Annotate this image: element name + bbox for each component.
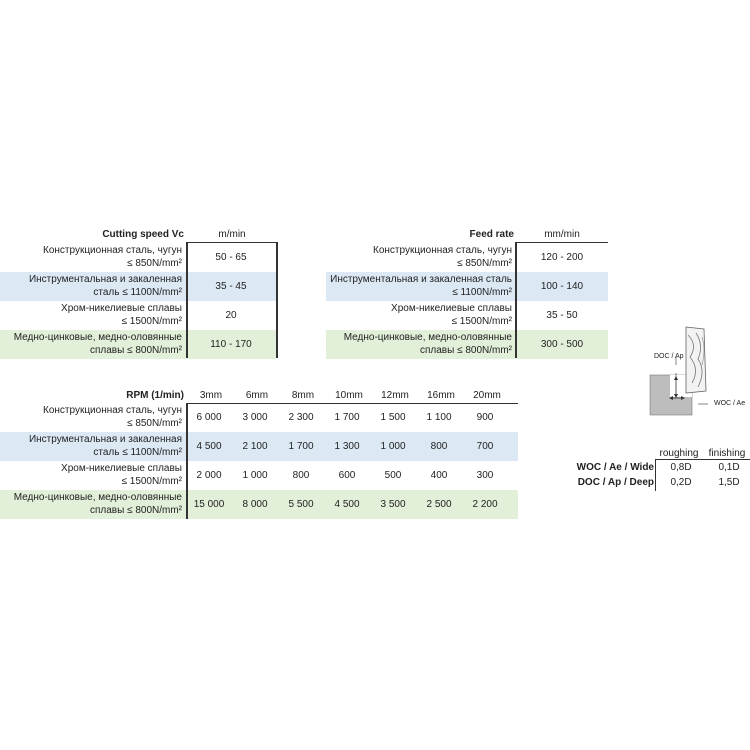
material-limit: ≤ 1500N/mm²	[451, 315, 512, 327]
rpm-value: 3 500	[380, 499, 406, 510]
diameter-10mm: 10mm	[335, 390, 363, 401]
cutting-speed-value: 50 - 65	[215, 252, 247, 263]
rpm-value: 8 000	[242, 499, 268, 510]
rpm-value: 2 100	[242, 441, 268, 452]
rpm-diameter-header	[188, 390, 518, 402]
end-mill-cutting-icon	[640, 325, 750, 425]
rpm-value: 1 700	[288, 441, 314, 452]
rpm-value: 1 700	[334, 412, 360, 423]
feed-rate-row	[326, 330, 608, 359]
diameter-8mm: 8mm	[291, 390, 315, 401]
feed-rate-unit: mm/min	[544, 229, 580, 240]
rpm-value: 2 500	[426, 499, 452, 510]
woc-row-label: WOC / Ae / Wide	[576, 462, 654, 473]
material-label: Хром-никелиевые сплавы	[61, 303, 182, 314]
material-limit: ≤ 1100N/mm²	[452, 286, 512, 298]
diameter-16mm: 16mm	[427, 390, 455, 401]
feed-rate-row	[326, 301, 608, 330]
cutting-speed-value: 35 - 45	[215, 281, 247, 292]
rpm-value: 800	[292, 470, 310, 481]
material-label: Конструкционная сталь, чугун	[43, 245, 182, 256]
end-mill-diagram	[640, 325, 750, 425]
material-label: Медно-цинковые, медно-оловянные	[343, 332, 512, 343]
material-limit: ≤ 850N/mm²	[127, 417, 182, 429]
doc-label: DOC / Ap	[654, 353, 684, 360]
rpm-value: 4 500	[196, 441, 222, 452]
rpm-value: 400	[430, 470, 448, 481]
rpm-value: 800	[430, 441, 448, 452]
cutting-speed-row	[0, 301, 276, 330]
rpm-value: 15 000	[193, 499, 225, 510]
rpm-value: 3 000	[242, 412, 268, 423]
material-limit: ≤ 850N/mm²	[457, 257, 512, 269]
cutting-speed-row	[0, 330, 276, 359]
material-limit: сталь ≤ 1100N/mm²	[93, 446, 182, 458]
material-limit: сплавы ≤ 800N/mm²	[419, 344, 512, 356]
rpm-value: 2 200	[472, 499, 498, 510]
rpm-value: 1 000	[242, 470, 268, 481]
rpm-value: 2 300	[288, 412, 314, 423]
rpm-title: RPM (1/min)	[126, 390, 184, 401]
material-label: Хром-никелиевые сплавы	[61, 463, 182, 474]
cutting-speed-row	[0, 243, 280, 272]
rpm-row	[0, 461, 518, 490]
rpm-value: 300	[476, 470, 494, 481]
doc-finishing: 1,5D	[718, 477, 740, 488]
rpm-value: 1 300	[334, 441, 360, 452]
cutting-speed-row	[0, 272, 276, 301]
woc-roughing: 0,8D	[670, 462, 692, 473]
material-limit: сплавы ≤ 800N/mm²	[89, 504, 182, 516]
rpm-value: 600	[338, 470, 356, 481]
feed-rate-title: Feed rate	[469, 229, 514, 240]
rpm-value: 1 100	[426, 412, 452, 423]
material-limit: сталь ≤ 1100N/mm²	[93, 286, 182, 298]
rpm-value: 700	[476, 441, 494, 452]
rpm-row	[0, 403, 518, 432]
material-label: Инструментальная и закаленная	[28, 434, 182, 445]
material-label: Медно-цинковые, медно-оловянные	[13, 332, 182, 343]
cutting-speed-value: 110 - 170	[210, 339, 252, 350]
feed-rate-value: 300 - 500	[540, 339, 584, 350]
woc-label: WOC / Ae	[714, 400, 746, 407]
material-limit: ≤ 1500N/mm²	[121, 315, 182, 327]
material-limit: ≤ 1500N/mm²	[121, 475, 182, 487]
feed-rate-value: 120 - 200	[540, 252, 584, 263]
rpm-value: 4 500	[334, 499, 360, 510]
rpm-value: 900	[476, 412, 494, 423]
feed-rate-value: 100 - 140	[540, 281, 584, 292]
material-label: Хром-никелиевые сплавы	[391, 303, 512, 314]
diameter-3mm: 3mm	[199, 390, 223, 401]
rpm-value: 2 000	[196, 470, 222, 481]
woc-finishing: 0,1D	[718, 462, 740, 473]
feed-rate-row	[326, 272, 608, 301]
rpm-value: 1 500	[380, 412, 406, 423]
feed-rate-row	[326, 243, 608, 272]
material-limit: сплавы ≤ 800N/mm²	[89, 344, 182, 356]
material-label: Конструкционная сталь, чугун	[373, 245, 512, 256]
doc-roughing: 0,2D	[670, 477, 692, 488]
rpm-row	[0, 490, 518, 519]
cutting-speed-title: Cutting speed Vc	[102, 229, 184, 240]
rpm-value: 5 500	[288, 499, 314, 510]
material-label: Конструкционная сталь, чугун	[43, 405, 182, 416]
diameter-20mm: 20mm	[473, 390, 501, 401]
finishing-header: finishing	[708, 448, 746, 459]
rpm-value: 500	[384, 470, 402, 481]
material-label: Медно-цинковые, медно-оловянные	[13, 492, 182, 503]
diameter-6mm: 6mm	[245, 390, 269, 401]
feed-rate-value: 35 - 50	[546, 310, 578, 321]
roughing-header: roughing	[659, 448, 699, 459]
diameter-12mm: 12mm	[381, 390, 409, 401]
rpm-value: 1 000	[380, 441, 406, 452]
rpm-row	[0, 432, 518, 461]
cutting-speed-value: 20	[225, 310, 237, 321]
rpm-value: 6 000	[196, 412, 222, 423]
material-label: Инструментальная и закаленная сталь	[330, 274, 512, 285]
cutting-speed-unit: m/min	[218, 229, 246, 240]
material-limit: ≤ 850N/mm²	[127, 257, 182, 269]
material-label: Инструментальная и закаленная	[28, 274, 182, 285]
doc-row-label: DOC / Ap / Deep	[577, 477, 654, 488]
